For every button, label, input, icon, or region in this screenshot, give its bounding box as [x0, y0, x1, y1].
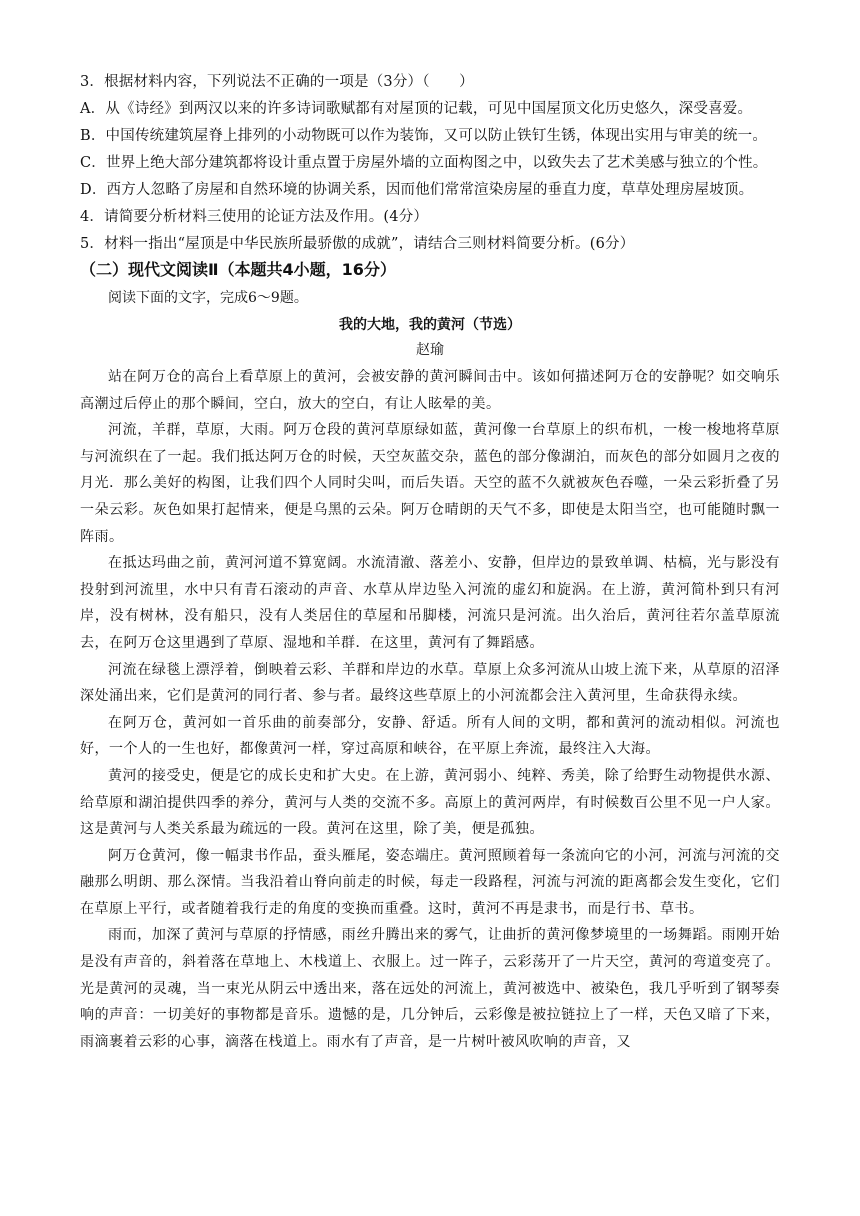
- article-paragraph: 河流在绿毯上漂浮着，倒映着云彩、羊群和岸边的水草。草原上众多河流从山坡上流下来，从草原的沼泽深处涌出来，它们是黄河的同行者、参与者。最终这些草原上的小河流都会注入黄河里，生命获得永续。: [80, 661, 780, 705]
- question-3-option-d: D．西方人忽略了房屋和自然环境的协调关系，因而他们常常渲染房屋的垂直力度，草草处理房屋坡顶。: [80, 182, 754, 198]
- article-paragraph: 站在阿万仓的高台上看草原上的黄河，会被安静的黄河瞬间击中。该如何描述阿万仓的安静呢？如交响乐高潮过后停止的那个瞬间，空白，放大的空白，有让人眩晕的美。: [80, 369, 780, 412]
- article-title: 我的大地，我的黄河（节选）: [339, 317, 521, 333]
- article-paragraph: 阿万仓黄河，像一幅隶书作品，蚕头雁尾，姿态端庄。黄河照顾着每一条流向它的小河，河流与河流的交融那么明朗、那么深情。当我沿着山脊向前走的时候，每走一段路程，河流与河流的距离都会发生变化，它们在草原上平行，或者随着我行走的角度的变换而重叠。这时，黄河不再是隶书，而是行书、草书。: [80, 847, 780, 917]
- question-5: 5．材料一指出“屋顶是中华民族所最骄傲的成就”，请结合三则材料简要分析。(6分）: [80, 236, 635, 252]
- question-3-option-b: B．中国传统建筑屋脊上排列的小动物既可以作为装饰，又可以防止铁钉生锈，体现出实用与审美的统一。: [80, 128, 768, 144]
- reading-instruction: 阅读下面的文字，完成6～9题。: [108, 290, 308, 306]
- question-3-option-c: C．世界上绝大部分建筑都将设计重点置于房屋外墙的立面构图之中，以致失去了艺术美感与独立的个性。: [80, 155, 768, 171]
- article-paragraph: 河流，羊群，草原，大雨。阿万仓段的黄河草原绿如蓝，黄河像一台草原上的织布机，一梭一梭地将草原与河流织在了一起。我们抵达阿万仓的时候，天空灰蓝交杂，蓝色的部分像湖泊，而灰色的部分如圆月之夜的月光．那么美好的构图，让我们四个人同时尖叫，而后失语。天空的蓝不久就被灰色吞噬，一朵云彩折叠了另一朵云彩。灰色如果打起情来，便是乌黑的云朵。阿万仓晴朗的天气不多，即使是太阳当空，也可能随时飘一阵雨。: [80, 422, 780, 545]
- article-author: 赵瑜: [416, 342, 444, 358]
- question-3-stem: 3．根据材料内容，下列说法不正确的一项是（3分）（ ）: [80, 74, 474, 90]
- article-paragraph: 在抵达玛曲之前，黄河河道不算宽阔。水流清澈、落差小、安静，但岸边的景致单调、枯槁，光与影没有投射到河流里，水中只有青石滚动的声音、水草从岸边坠入河流的虚幻和旋涡。在上游，黄河简朴到只有河岸，没有树林，没有船只，没有人类居住的草屋和吊脚楼，河流只是河流。出久治后，黄河往若尔盖草原流去，在阿万仓这里遇到了草原、湿地和羊群．在这里，黄河有了舞蹈感。: [80, 555, 780, 651]
- section-heading: （二）现代文阅读Ⅱ（本题共4小题，16分）: [80, 260, 396, 279]
- article-paragraph: 在阿万仓，黄河如一首乐曲的前奏部分，安静、舒适。所有人间的文明，都和黄河的流动相似。河流也好，一个人的一生也好，都像黄河一样，穿过高原和峡谷，在平原上奔流，最终注入大海。: [80, 714, 780, 758]
- question-4: 4．请简要分析材料三使用的论证方法及作用。(4分）: [80, 209, 429, 225]
- article-paragraph: 黄河的接受史，便是它的成长史和扩大史。在上游，黄河弱小、纯粹、秀美，除了给野生动物提供水源、给草原和湖泊提供四季的养分，黄河与人类的交流不多。高原上的黄河两岸，有时候数百公里不见一户人家。这是黄河与人类关系最为疏远的一段。黄河在这里，除了美，便是孤独。: [80, 767, 780, 838]
- article-paragraph: 雨而，加深了黄河与草原的抒情感，雨丝升腾出来的雾气，让曲折的黄河像梦境里的一场舞蹈。雨刚开始是没有声音的，斜着落在草地上、木栈道上、衣服上。过一阵子，云彩荡开了一片天空，黄河的弯道变亮了。光是黄河的灵魂，当一束光从阴云中透出来，落在远处的河流上，黄河被选中、被染色，我几乎听到了钢琴奏响的声音：一切美好的事物都是音乐。遗憾的是，几分钟后，云彩像是被拉链拉上了一样，天色又暗了下来，雨滴裹着云彩的心事，滴落在栈道上。雨水有了声音，是一片树叶被风吹响的声音，又: [80, 927, 780, 1050]
- article-body: [80, 364, 780, 1055]
- question-3-option-a: A．从《诗经》到两汉以来的许多诗词歌赋都有对屋顶的记载，可见中国屋顶文化历史悠久，深受喜爱。: [80, 101, 753, 117]
